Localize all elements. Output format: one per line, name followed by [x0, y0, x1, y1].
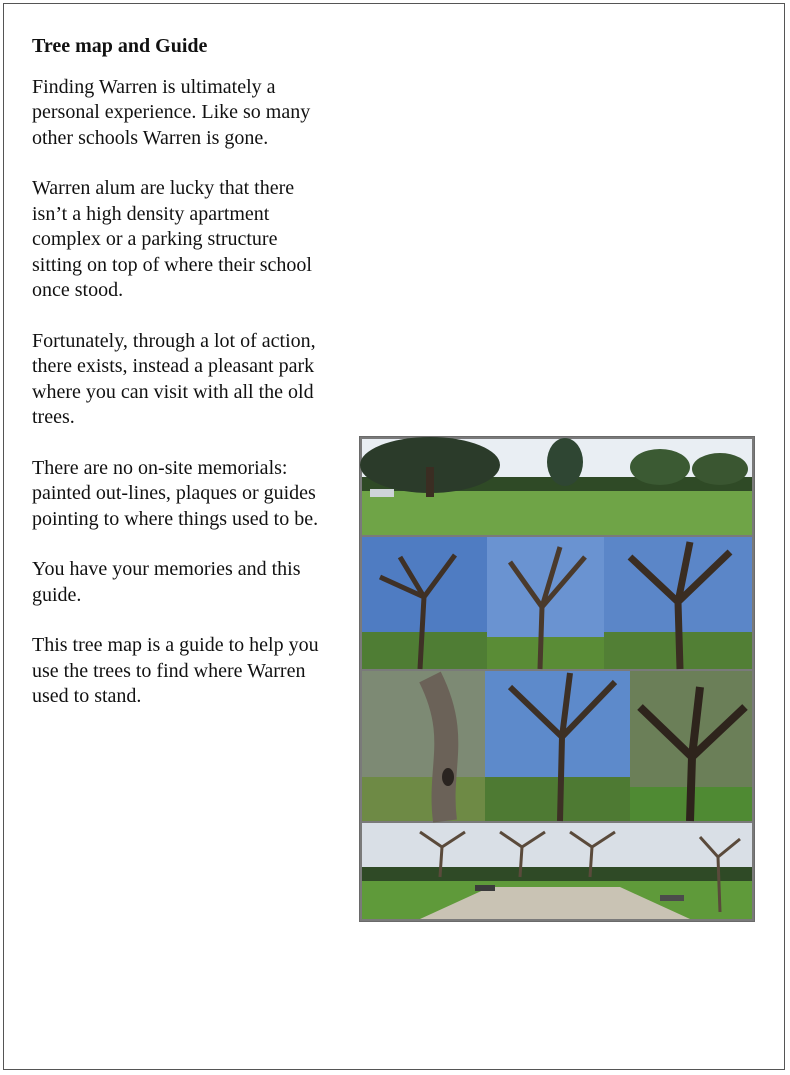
paragraph-guide: This tree map is a guide to help you use the trees to find where Warren used to stand. — [32, 634, 319, 707]
page-title: Tree map and Guide — [32, 35, 208, 57]
collage-illustration — [360, 437, 754, 921]
photo-row-2 — [362, 537, 752, 669]
text-column — [32, 34, 332, 735]
paragraph-alum: Warren alum are lucky that there isn’t a high density apartment complex or a parking structure sitting on top of where their school once stood. — [32, 177, 312, 301]
paragraph-park: Fortunately, through a lot of action, there exists, instead a pleasant park where you can visit with all the old trees. — [32, 329, 316, 428]
paragraph-memorials: There are no on-site memorials: painted out-lines, plaques or guides pointing to where things used to be. — [32, 456, 319, 530]
tree-photo-collage — [359, 436, 755, 922]
photo-row-3 — [362, 671, 752, 821]
paragraph-memories: You have your memories and this guide. — [32, 558, 301, 606]
photo-panorama-top — [360, 437, 752, 535]
photo-panorama-bottom — [362, 823, 752, 919]
paragraph-intro: Finding Warren is ultimately a personal experience. Like so many other schools Warren is gone. — [32, 75, 311, 149]
